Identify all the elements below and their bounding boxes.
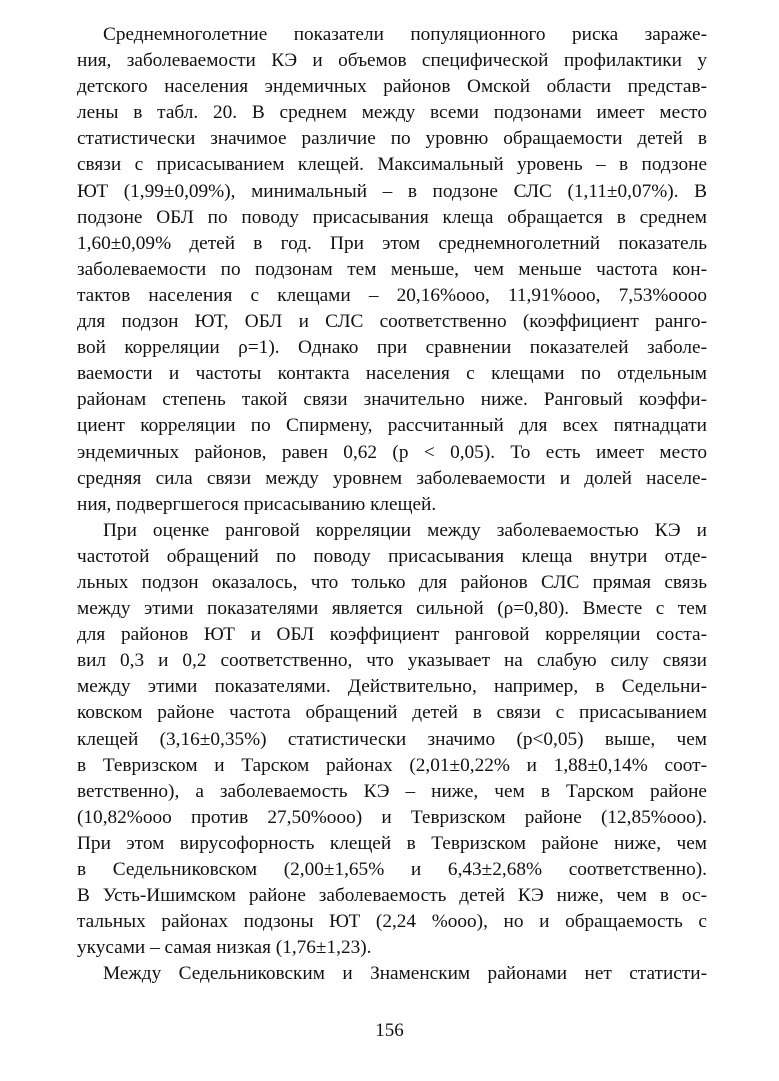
text-line: ния, подвергшегося присасыванию клещей. [77, 493, 437, 515]
text-line: в Седельниковском (2,00±1,65% и 6,43±2,68% соответственно). [77, 859, 707, 880]
text-line: укусами – самая низкая (1,76±1,23). [77, 937, 372, 959]
text-line: лены в табл. 20. В среднем между всеми подзонами имеет место [77, 102, 707, 124]
text-line: При оценке ранговой корреляции между заболеваемостью КЭ и [103, 519, 707, 541]
text-line: подзоне ОБЛ по поводу присасывания клеща обращается в среднем [77, 206, 707, 228]
text-line: Между Седельниковским и Знаменским районами нет статисти- [103, 963, 707, 985]
text-line: ния, заболеваемости КЭ и объемов специфической профилактики у [77, 50, 707, 72]
text-line: В Усть-Ишимском районе заболеваемость детей КЭ ниже, чем в ос- [77, 885, 707, 907]
text-line: в Тевризском и Тарском районах (2,01±0,22% и 1,88±0,14% соот- [77, 754, 707, 776]
text-line: для подзон ЮТ, ОБЛ и СЛС соответственно (коэффициент ранго- [77, 311, 707, 333]
paragraph-1 [77, 22, 707, 518]
text-line: для районов ЮТ и ОБЛ коэффициент ранговой корреляции соста- [77, 624, 707, 646]
text-line: детского населения эндемичных районов Омской области представ- [77, 76, 707, 98]
paragraph-2 [77, 518, 707, 962]
paragraph-3 [77, 961, 707, 987]
text-line: тактов населения с клещами – 20,16%ооо, 11,91%ооо, 7,53%оооо [77, 284, 707, 306]
text-line: ковском районе частота обращений детей в связи с присасыванием [77, 702, 707, 724]
text-line: циент корреляции по Спирмену, рассчитанный для всех пятнадцати [77, 415, 707, 437]
text-line: ЮТ (1,99±0,09%), минимальный – в подзоне СЛС (1,11±0,07%). В [77, 180, 707, 202]
text-line: ветственно), а заболеваемость КЭ – ниже, чем в Тарском районе [77, 780, 707, 802]
text-line: (10,82%ооо против 27,50%ооо) и Тевризском районе (12,85%ооо). [77, 806, 707, 828]
text-line: вой корреляции ρ=1). Однако при сравнении показателей заболе- [77, 337, 707, 359]
text-line: связи с присасыванием клещей. Максимальный уровень – в подзоне [77, 154, 707, 176]
text-line: районам степень такой связи значительно ниже. Ранговый коэффи- [77, 389, 707, 411]
page-number: 156 [375, 1020, 404, 1041]
text-line: 1,60±0,09% детей в год. При этом среднемноголетний показатель [77, 232, 707, 254]
text-line: вил 0,3 и 0,2 соответственно, что указывает на слабую силу связи [77, 650, 707, 672]
text-line: средняя сила связи между уровнем заболеваемости и долей населе- [77, 467, 707, 489]
text-line: между этими показателями. Действительно, например, в Седельни- [77, 676, 707, 698]
text-line: эндемичных районов, равен 0,62 (p < 0,05). То есть имеет место [77, 441, 707, 463]
text-line: тальных районах подзоны ЮТ (2,24 %ооо), но и обращаемость с [77, 911, 707, 933]
text-line: между этими показателями является сильной (ρ=0,80). Вместе с тем [77, 598, 707, 620]
body-text [77, 22, 707, 987]
text-line: ваемости и частоты контакта населения с клещами по отдельным [77, 363, 707, 385]
text-line: частотой обращений по поводу присасывания клеща внутри отде- [77, 545, 707, 567]
text-line: клещей (3,16±0,35%) статистически значимо (p<0,05) выше, чем [77, 728, 707, 750]
text-line: При этом вирусофорность клещей в Тевризском районе ниже, чем [77, 832, 707, 854]
text-line: льных подзон оказалось, что только для районов СЛС прямая связь [77, 571, 707, 593]
text-line: статистически значимое различие по уровню обращаемости детей в [77, 128, 707, 150]
text-line: Среднемноголетние показатели популяционного риска зараже- [103, 24, 707, 45]
text-line: заболеваемости по подзонам тем меньше, чем меньше частота кон- [77, 258, 707, 280]
